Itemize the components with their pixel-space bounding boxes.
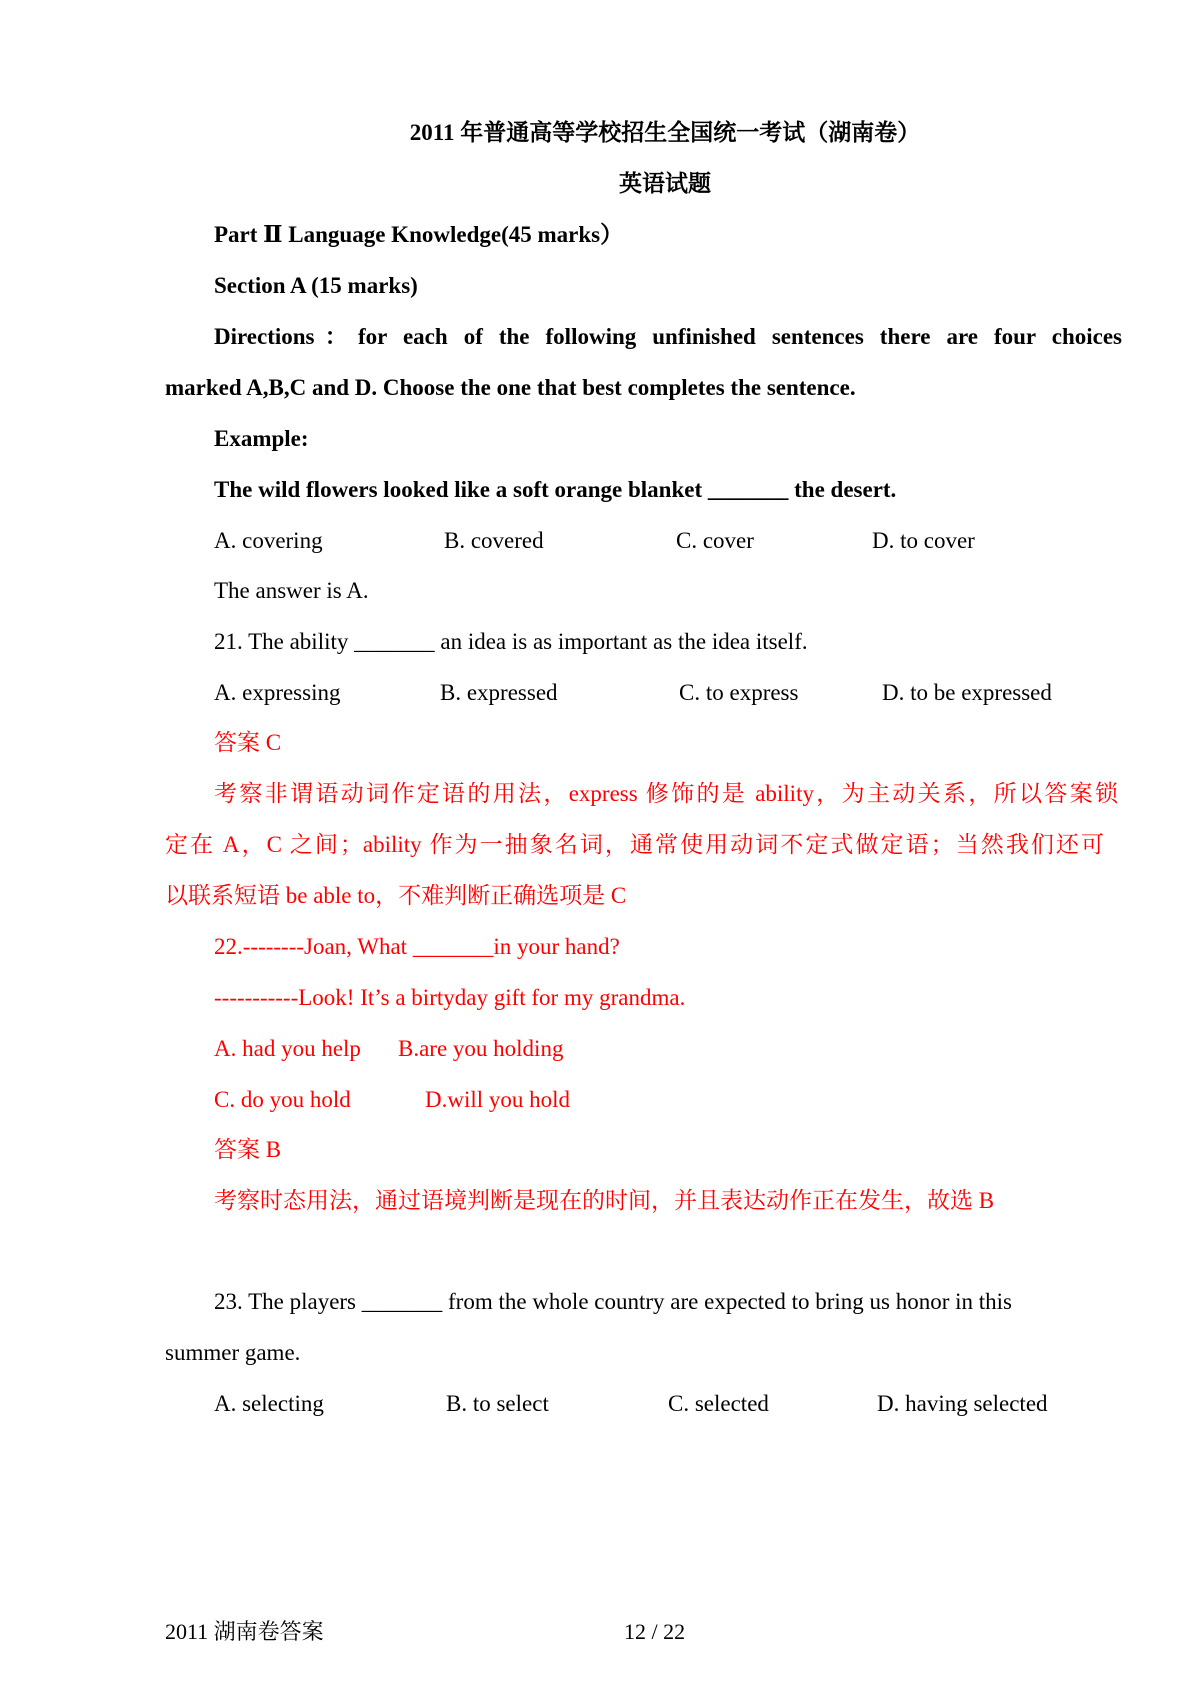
directions-line-1: Directions：for each of the following unfinished sentences there are four choices [214, 324, 1122, 349]
question-22-stem: 22.--------Joan, What _______in your hand? [214, 934, 620, 959]
example-label: Example: [214, 426, 309, 451]
question-23-option-d: D. having selected [877, 1391, 1048, 1416]
question-22-option-c: C. do you hold [214, 1087, 351, 1112]
question-23-stem: 23. The players _______ from the whole country are expected to bring us honor in this [214, 1289, 1013, 1314]
section-heading: Section A (15 marks) [214, 273, 418, 298]
question-23-stem-continued: summer game. [165, 1340, 301, 1365]
example-option-b: B. covered [444, 528, 544, 553]
page-number: 12 / 22 [624, 1619, 686, 1644]
question-22-answer: 答案 B [214, 1137, 282, 1162]
question-22-reply: -----------Look! It’s a birtyday gift for my grandma. [214, 985, 686, 1010]
question-21-stem: 21. The ability _______ an idea is as important as the idea itself. [214, 629, 808, 654]
example-option-c: C. cover [676, 528, 754, 553]
question-23-option-c: C. selected [668, 1391, 769, 1416]
question-23-option-b: B. to select [446, 1391, 549, 1416]
question-21-option-a: A. expressing [214, 680, 341, 705]
question-22-option-a: A. had you help [214, 1036, 361, 1061]
example-option-d: D. to cover [872, 528, 975, 553]
question-21-option-c: C. to express [679, 680, 799, 705]
example-option-a: A. covering [214, 528, 323, 553]
question-22-option-d: D.will you hold [425, 1087, 571, 1112]
example-answer: The answer is A. [214, 578, 369, 603]
question-21-explanation-line-1: 考察非谓语动词作定语的用法，express 修饰的是 ability，为主动关系，所以答案锁 [214, 781, 1118, 806]
directions-line-2: marked A,B,C and D. Choose the one that best completes the sentence. [165, 375, 856, 400]
question-22-option-b: B.are you holding [398, 1036, 564, 1061]
page-subtitle: 英语试题 [619, 171, 711, 196]
page-title: 2011 年普通高等学校招生全国统一考试（湖南卷） [409, 120, 921, 145]
footer-title: 2011 湖南卷答案 [165, 1619, 324, 1644]
question-23-option-a: A. selecting [214, 1391, 324, 1416]
question-21-option-d: D. to be expressed [882, 680, 1052, 705]
question-22-explanation: 考察时态用法，通过语境判断是现在的时间，并且表达动作正在发生，故选 B [214, 1188, 995, 1213]
question-21-explanation-line-3: 以联系短语 be able to，不难判断正确选项是 C [165, 883, 627, 908]
part-heading: Part Ⅱ Language Knowledge(45 marks） [214, 222, 624, 247]
question-21-option-b: B. expressed [440, 680, 558, 705]
question-21-answer: 答案 C [214, 730, 282, 755]
example-stem: The wild flowers looked like a soft orange blanket _______ the desert. [214, 477, 897, 502]
question-21-explanation-line-2: 定在 A，C 之间；ability 作为一抽象名词，通常使用动词不定式做定语；当然我们还可 [165, 832, 1104, 857]
